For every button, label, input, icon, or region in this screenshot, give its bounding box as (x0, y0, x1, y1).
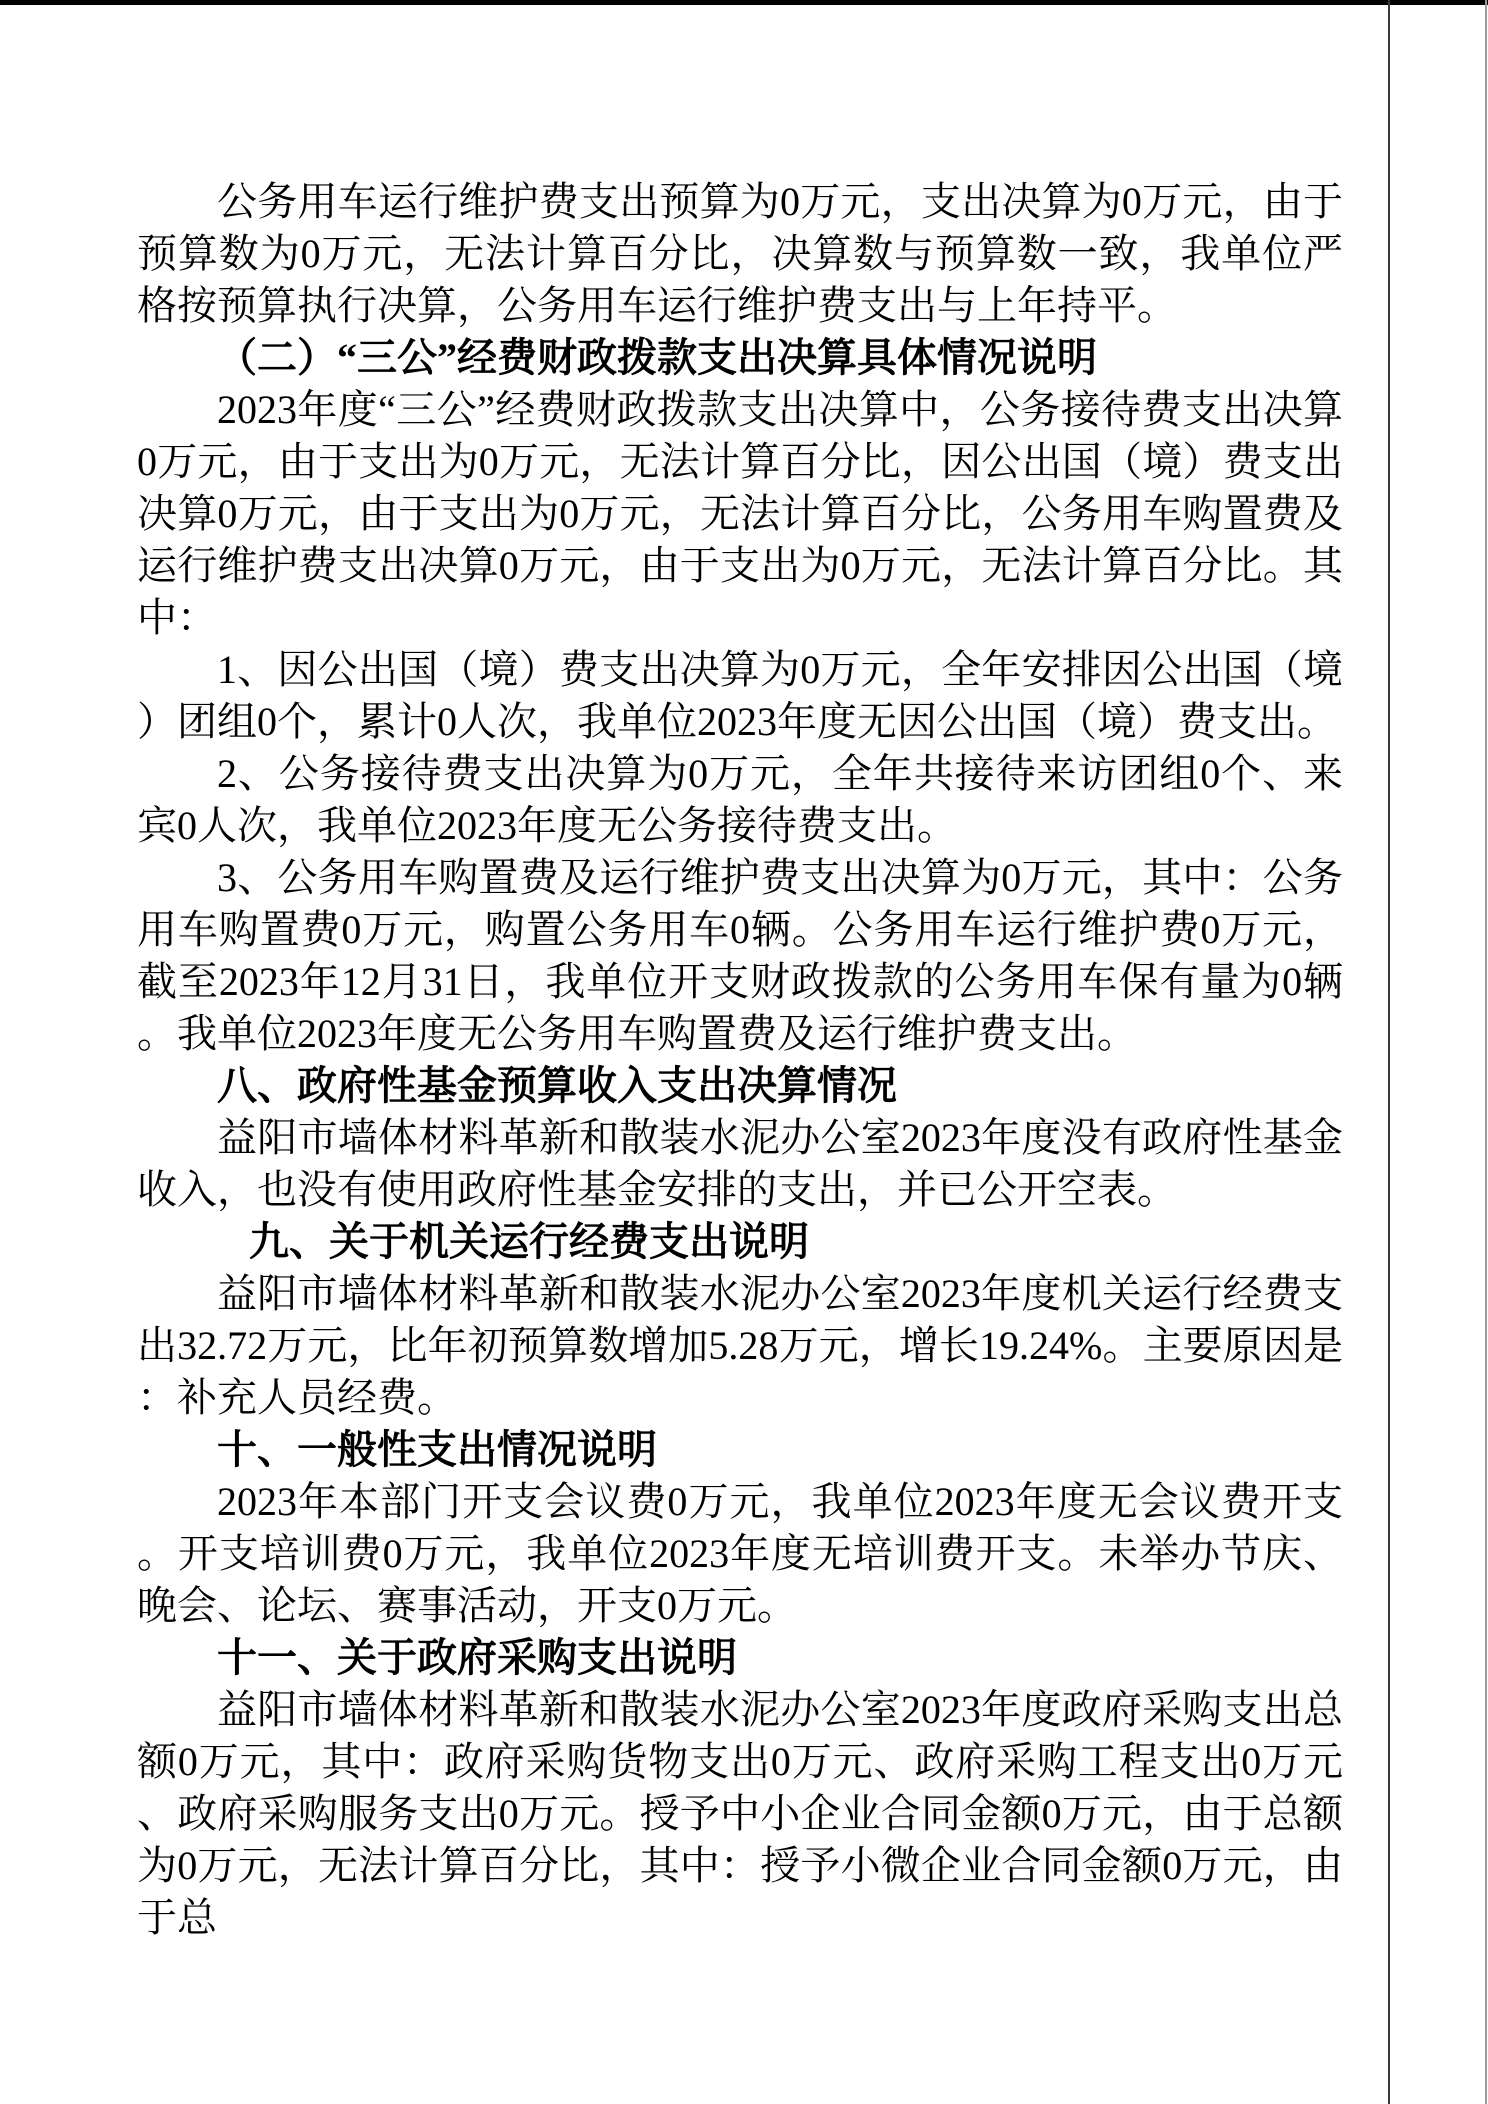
heading-section-8-gov-fund-budget: 八、政府性基金预算收入支出决算情况 (217, 1063, 897, 1108)
para-item-3-vehicle-purchase-maintenance: 3、公务用车购置费及运行维护费支出决算为0万元，其中：公务用车购置费0万元，购置公务用车0辆。公务用车运行维护费0万元，截至2023年12月31日，我单位开支财政拨款的公务用车保有量为0辆。我单位2023年度无公务用车购置费及运行维护费支出。 (137, 855, 1343, 1056)
para-three-public-expense-summary: 2023年度“三公”经费财政拨款支出决算中，公务接待费支出决算0万元，由于支出为0万元，无法计算百分比，因公出国（境）费支出决算0万元，由于支出为0万元，无法计算百分比，公务用车购置费及运行维护费支出决算0万元，由于支出为0万元，无法计算百分比。其中： (137, 387, 1343, 640)
heading-section-11-gov-procurement: 十一、关于政府采购支出说明 (217, 1635, 737, 1680)
window-right-edge-line (1485, 0, 1487, 2104)
heading-section-10-general-expense: 十、一般性支出情况说明 (217, 1427, 657, 1472)
para-item-1-overseas-trips: 1、因公出国（境）费支出决算为0万元，全年安排因公出国（境）团组0个，累计0人次，我单位2023年度无因公出国（境）费支出。 (137, 647, 1343, 744)
para-vehicle-maintenance-budget: 公务用车运行维护费支出预算为0万元，支出决算为0万元，由于预算数为0万元，无法计算百分比，决算数与预算数一致，我单位严格按预算执行决算，公务用车运行维护费支出与上年持平。 (137, 179, 1343, 328)
heading-section-9-agency-operating-expense: 九、关于机关运行经费支出说明 (249, 1219, 809, 1264)
para-gov-fund-statement: 益阳市墙体材料革新和散装水泥办公室2023年度没有政府性基金收入，也没有使用政府性基金安排的支出，并已公开空表。 (137, 1115, 1343, 1212)
page-top-border (0, 0, 1488, 5)
heading-three-public-expense-details: （二）“三公”经费财政拨款支出决算具体情况说明 (217, 335, 1097, 380)
para-gov-procurement: 益阳市墙体材料革新和散装水泥办公室2023年度政府采购支出总额0万元，其中：政府采购货物支出0万元、政府采购工程支出0万元、政府采购服务支出0万元。授予中小企业合同金额0万元，由于总额为0万元，无法计算百分比，其中：授予小微企业合同金额0万元，由于总 (137, 1687, 1343, 1940)
document-body (137, 176, 1343, 1944)
para-general-expense: 2023年本部门开支会议费0万元，我单位2023年度无会议费开支。开支培训费0万元，我单位2023年度无培训费开支。未举办节庆、晚会、论坛、赛事活动，开支0万元。 (137, 1479, 1343, 1628)
page-right-edge-line (1388, 0, 1390, 2104)
para-agency-operating-expense: 益阳市墙体材料革新和散装水泥办公室2023年度机关运行经费支出32.72万元，比年初预算数增加5.28万元，增长19.24%。主要原因是：补充人员经费。 (137, 1271, 1343, 1420)
para-item-2-official-reception: 2、公务接待费支出决算为0万元，全年共接待来访团组0个、来宾0人次，我单位2023年度无公务接待费支出。 (137, 751, 1343, 848)
